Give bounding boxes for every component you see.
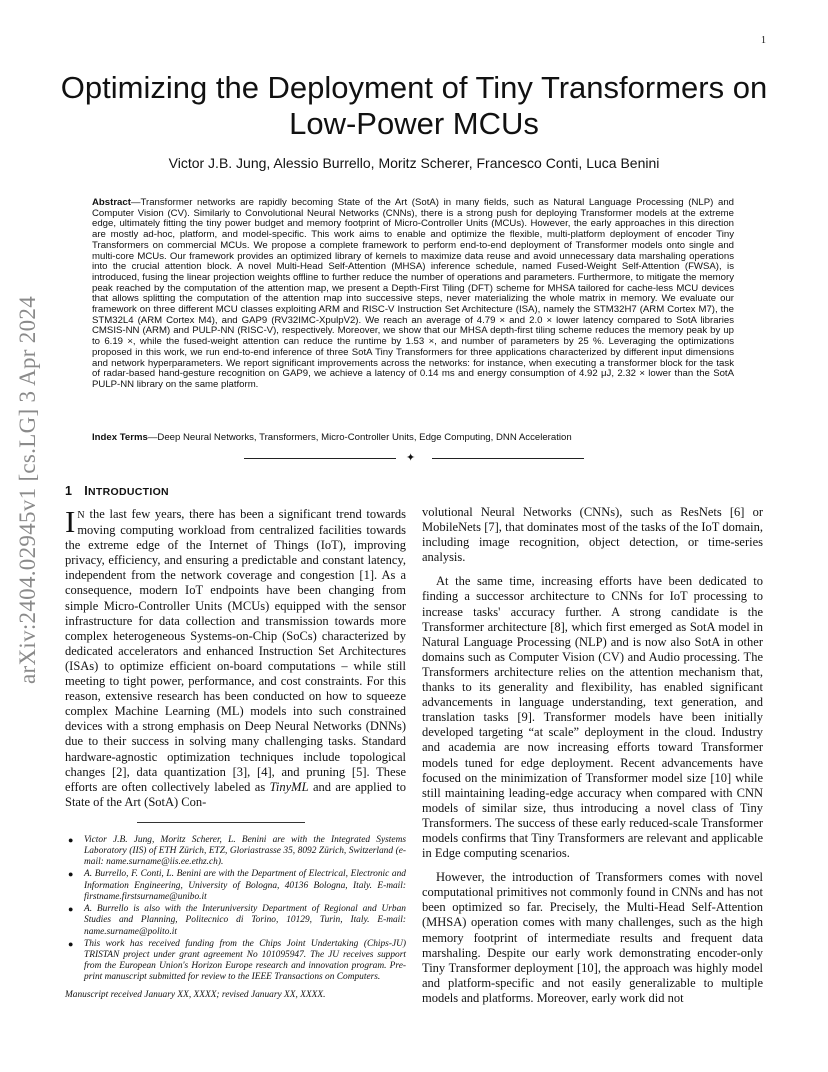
abstract [92,198,734,391]
index-terms [92,432,734,443]
footnote-text: Victor J.B. Jung, Moritz Scherer, L. Benini are with the Integrated Systems Laboratory (IIS) of ETH Zürich, ETZ, Gloriastrasse 35, 8092 Zürich, Switzerland (e-mail: name.surname@iis.ee.ethz.ch). [84,834,406,868]
intro-paragraph-2: At the same time, increasing efforts have been dedicated to finding a successor architecture to CNNs for IoT processing to increase tasks' accuracy further. A strong candidate is the Transformer architecture [8], which first emerged as SotA model in Natural Language Processing (NLP) and is now also SotA in other domains such as Computer Vision (CV) and Audio processing. The Transformers architecture relies on the attention mechanism that, thanks to its generality and flexibility, has enabled significant advancements in language understanding, text generation, and translation tasks [9]. Transformer models have been initially developed targeting “at scale” deployment in the cloud. Industry and academia are now increasing efforts toward Transformer models tuned for edge deployment. Recent advancements have focused on the minimization of Transformer model size [10] while still maintaining leading-edge accuracy when compared with CNN models of similar size, thus introducing a novel class of Tiny Transformers. The success of these early reduced-scale Transformer models confirms that Tiny Transformers are relevant and applicable in Edge computing scenarios. [422,574,763,861]
abstract-text: —Transformer networks are rapidly becoming State of the Art (SotA) in many fields, such as Natural Language Processing (NLP) and Computer Vision (CV). Similarly to Convolutional Neural Networks (CNNs), there is a strong push for deploying Transformer models at the extreme edge, ultimately fitting the tiny power budget and memory footprint of Micro-Controller Units (MCUs). However, the early approaches in this direction are mostly ad-hoc, platform, and model-specific. This work aims to enable and optimize the flexible, multi-platform deployment of encoder Tiny Transformers on commercial MCUs. We propose a complete framework to perform end-to-end deployment of Transformer models onto single and multi-core MCUs. Our framework provides an optimized library of kernels to maximize data reuse and avoid unnecessary data marshaling operations into the crucial attention block. A novel Multi-Head Self-Attention (MHSA) inference schedule, named Fused-Weight Self-Attention (FWSA), is introduced, fusing the linear projection weights offline to further reduce the number of operations and parameters. Furthermore, to mitigate the memory peak reached by the computation of the attention map, we present a Depth-First Tiling (DFT) scheme for MHSA tailored for cache-less MCU devices that allows splitting the computation of the attention map into successive steps, never materializing the whole matrix in memory. We evaluate our framework on three different MCU classes exploiting ARM and RISC-V Instruction Set Architecture (ISA), namely the STM32H7 (ARM Cortex M7), the STM32L4 (ARM Cortex M4), and GAP9 (RV32IMC-XpulpV2). We reach an average of 4.79 × and 2.0 × lower latency compared to SotA libraries CMSIS-NN (ARM) and PULP-NN (RISC-V), respectively. Moreover, we show that our MHSA depth-first tiling scheme reduces the memory peak by up to 6.19 ×, while the fused-weight attention can reduce the runtime by 1.53 ×, and number of parameters by 25 %. Leveraging the optimizations proposed in this work, we run end-to-end inference of three SotA Tiny Transformers for three applications characterized by different input dimensions and network hyperparameters. We report significant improvements across the networks: for instance, when executing a transformer block for the task of radar-based hand-gesture recognition on GAP9, we achieve a latency of 0.14 ms and energy consumption of 4.92 μJ, 2.32 × lower than the SotA PULP-NN library on the same platform. [92,197,734,390]
paper-title: Optimizing the Deployment of Tiny Transformers on Low-Power MCUs [60,70,768,141]
footnote-text: A. Burrello is also with the Interuniversity Department of Regional and Urban Studies and Planning, Politecnico di Torino, 10129, Turin, Italy. E-mail: name.surname@polito.it [84,904,406,937]
intro-continuation: volutional Neural Networks (CNNs), such as ResNets [6] or MobileNets [7], that dominates most of the tasks of the IoT domain, including image recognition, object detection, or time-series analysis. [422,505,763,565]
paragraph-text: the last few years, there has been a significant trend towards moving computing workload from centralized facilities towards the extreme edge of the Internet of Things (IoT), improving privacy, efficiency, and ensuring a predictable and constant latency, independent from the network coverage and congestion [1]. As a consequence, modern IoT endpoints have been changing from simple Micro-Controller Units (MCUs) equipped with the sensor infrastructure for data collection and transmission towards more complex heterogeneous Systems-on-Chip (SoCs) characterized by dedicated accelerators and enhanced Instruction Set Architectures (ISAs) to optimize efficient on-board computations – while still meeting to tight power, performance, and cost constraints. For this reason, extensive research has been conducted on how to squeeze complex Machine Learning (ML) models into such constrained devices with a strong emphasis on Deep Neural Networks (DNNs) due to their success in solving many challenging tasks. Standard hardware-agnostic optimization techniques include topological changes [2], data quantization [3], [4], and pruning [5]. These efforts are often collectively labeled as [65,507,406,794]
tinyml-term: TinyML [269,779,309,794]
author-list: Victor J.B. Jung, Alessio Burrello, Moritz Scherer, Francesco Conti, Luca Benini [168,155,660,171]
paragraph-text-end: and are applied to State of the Art (SotA) Con- [65,779,406,809]
section-title-rest: NTRODUCTION [88,486,169,498]
footnote-item [68,938,406,984]
intro-paragraph-1 [65,504,406,810]
abstract-label: Abstract [92,197,131,208]
right-column [422,505,763,1006]
footnote-rule [137,822,305,823]
section-heading [65,484,406,498]
footnote-item [68,834,406,869]
divider-line-right [432,458,584,459]
bullet-icon: ● [68,834,74,845]
section-title-initial: I [84,484,89,498]
bullet-icon: ● [68,938,74,949]
footnote-item [68,869,406,903]
arxiv-identifier: arXiv:2404.02945v1 [cs.LG] 3 Apr 2024 [15,296,40,684]
arxiv-stamp [8,290,48,690]
index-terms-label: Index Terms [92,432,148,443]
page-number: 1 [761,35,766,46]
bullet-icon: ● [68,869,74,880]
left-column [65,484,406,1001]
affiliation-footnotes [65,835,406,984]
bullet-icon: ● [68,904,74,915]
footnote-text: A. Burrello, F. Conti, L. Benini are with the Department of Electrical, Electronic and Information Engineering, University of Bologna, 40136 Bologna, Italy. E-mail: firstname.firstsurname@unibo.it [84,869,406,902]
drop-cap: I [65,504,76,539]
manuscript-note: Manuscript received January XX, XXXX; revised January XX, XXXX. [65,989,326,1000]
divider-line-left [244,458,396,459]
footnote-text: This work has received funding from the Chips Joint Undertaking (Chips-JU) TRISTAN project under grant agreement No 101095947. The JU receives support from the European Union's Horizon Europe research and innovation program. Pre-print manuscript submitted for review to the IEEE Transactions on Computers. [84,938,406,983]
first-word-smallcaps: N [77,510,85,521]
section-number: 1 [65,484,73,498]
footnote-item [68,904,406,938]
intro-paragraph-3: However, the introduction of Transformers comes with novel computational primitives not commonly found in CNNs and has not been optimized so far. Precisely, the Multi-Head Self-Attention (MHSA) operation comes with many challenges, such as the high memory footprint of intermediate results and frequent data marshaling. Despite our early work demonstrating encoder-only Tiny Transformer deployment [10], the approach was highly model and platform-specific and not easily generalizable to multiple models and platforms. Moreover, early work did not [422,870,763,1005]
divider-diamond-icon: ✦ [406,452,416,464]
index-terms-text: —Deep Neural Networks, Transformers, Micro-Controller Units, Edge Computing, DNN Acceleration [147,432,572,443]
section-divider [244,454,584,464]
